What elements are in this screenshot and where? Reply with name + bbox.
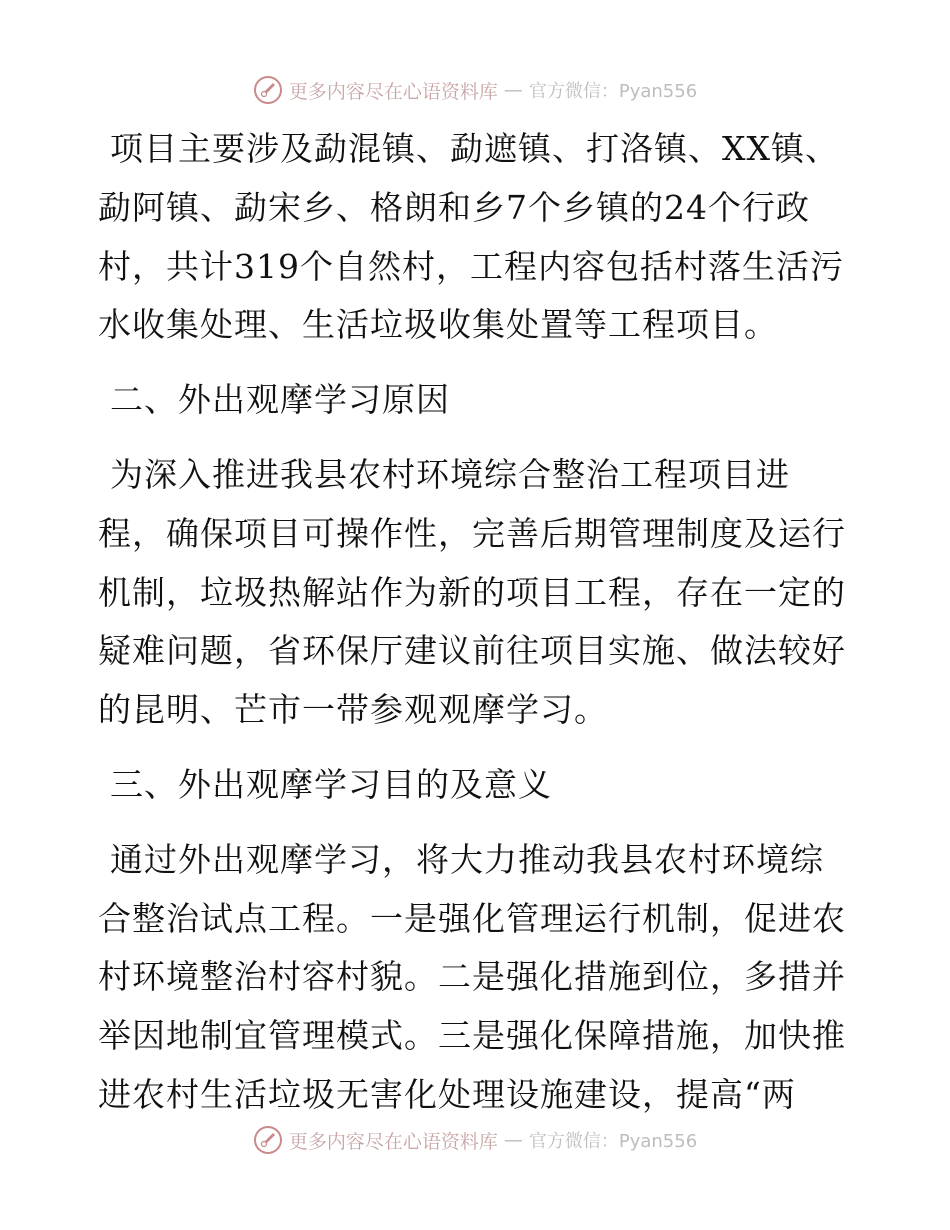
text-line: 机制，垃圾热解站作为新的项目工程，存在一定的 (98, 572, 846, 612)
watermark-footer (0, 1120, 950, 1160)
text-line: 进农村生活垃圾无害化处理设施建设，提高“两 (98, 1074, 796, 1114)
paragraph-project-scope (98, 120, 858, 355)
section-heading-purpose (98, 756, 858, 815)
document-body (98, 120, 858, 1125)
watermark-separator: — (503, 1129, 523, 1151)
text-line: 的昆明、芒市一带参观观摩学习。 (98, 690, 608, 730)
watermark-logo-icon (253, 75, 283, 105)
paragraph-reason (98, 446, 858, 740)
text-line: 村环境整治村容村貌。二是强化措施到位，多措并 (98, 957, 846, 997)
heading-line: 二、外出观摩学习原因 (110, 380, 450, 420)
paragraph-purpose (98, 831, 858, 1125)
watermark-logo-icon (253, 1125, 283, 1155)
text-line: 为深入推进我县农村环境综合整治工程项目进 (110, 454, 790, 494)
text-line: 举因地制宜管理模式。三是强化保障措施，加快推 (98, 1016, 846, 1056)
text-line: 程，确保项目可操作性，完善后期管理制度及运行 (98, 513, 846, 553)
watermark-separator: — (503, 79, 523, 101)
heading-line: 三、外出观摩学习目的及意义 (110, 764, 552, 804)
watermark-header (0, 70, 950, 110)
watermark-sub-text: 官方微信：Pyan556 (528, 81, 698, 102)
text-line: 合整治试点工程。一是强化管理运行机制，促进农 (98, 898, 846, 938)
watermark-main-text: 更多内容尽在心语资料库 (288, 80, 498, 103)
watermark-sub-text: 官方微信：Pyan556 (528, 1131, 698, 1152)
text-line: 勐阿镇、勐宋乡、格朗和乡7个乡镇的24个行政 (98, 187, 810, 227)
text-line: 村，共计319个自然村，工程内容包括村落生活污 (98, 246, 844, 286)
text-line: 项目主要涉及勐混镇、勐遮镇、打洛镇、XX镇、 (110, 129, 839, 168)
text-line: 水收集处理、生活垃圾收集处置等工程项目。 (98, 305, 778, 345)
text-line: 通过外出观摩学习，将大力推动我县农村环境综 (110, 839, 824, 879)
watermark-main-text: 更多内容尽在心语资料库 (288, 1130, 498, 1153)
text-line: 疑难问题，省环保厅建议前往项目实施、做法较好 (98, 631, 846, 671)
section-heading-reason (98, 371, 858, 430)
